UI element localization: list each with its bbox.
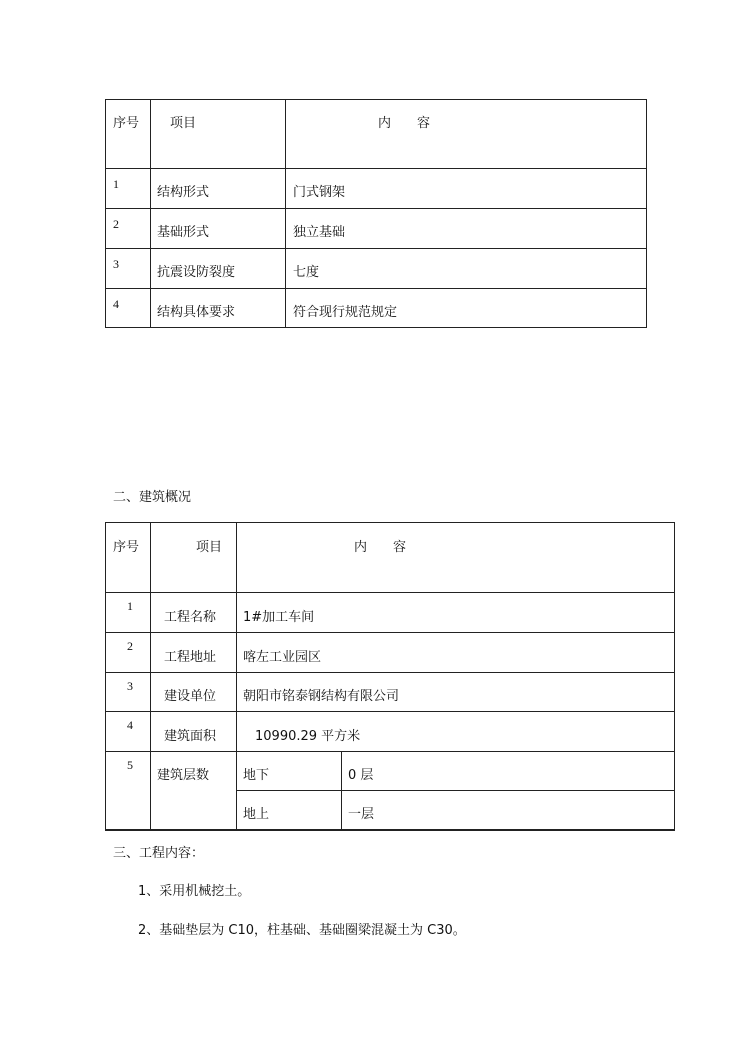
row-content: 独立基础 — [293, 225, 346, 240]
header-content-cell — [237, 523, 675, 593]
floors-below-value: 0 层 — [348, 768, 374, 783]
header-no-cell — [106, 523, 151, 593]
table-row-floors — [106, 752, 675, 791]
content-item: 2、基础垫层为 C10，柱基础、基础圈梁混凝土为 C30。 — [138, 923, 466, 938]
row-no: 5 — [127, 758, 133, 772]
row-item: 工程名称 — [164, 610, 217, 625]
structure-table — [105, 99, 647, 328]
row-content: 喀左工业园区 — [243, 650, 322, 665]
row-content: 1#加工车间 — [243, 610, 315, 625]
table-row — [106, 249, 647, 289]
table-row — [106, 593, 675, 633]
building-overview-table — [105, 522, 675, 831]
row-no: 2 — [127, 639, 133, 653]
row-item: 结构具体要求 — [157, 305, 236, 320]
section-heading-project-content: 三、工程内容： — [113, 846, 205, 861]
header-item-cell — [151, 523, 237, 593]
header-item: 项目 — [170, 116, 197, 131]
row-no: 2 — [113, 217, 119, 231]
row-content: 10990.29 平方米 — [255, 729, 361, 744]
row-item: 建设单位 — [164, 689, 217, 704]
content-item: 1、采用机械挖土。 — [138, 884, 251, 899]
row-content: 符合现行规范规定 — [293, 305, 398, 320]
header-no-cell — [106, 100, 151, 169]
row-item: 建筑面积 — [164, 729, 217, 744]
header-no: 序号 — [113, 540, 140, 555]
row-content: 门式钢架 — [293, 185, 346, 200]
section-heading-building-overview: 二、建筑概况 — [113, 490, 192, 505]
row-item: 结构形式 — [157, 185, 210, 200]
row-no: 1 — [113, 177, 119, 191]
table-row — [106, 209, 647, 249]
floors-below-label: 地下 — [243, 768, 270, 783]
header-item-cell — [151, 100, 286, 169]
row-no: 3 — [127, 679, 133, 693]
row-item: 基础形式 — [157, 225, 210, 240]
table-row — [106, 673, 675, 712]
header-item: 项目 — [196, 540, 223, 555]
header-content-cell — [286, 100, 647, 169]
row-content: 朝阳市铭泰钢结构有限公司 — [243, 689, 400, 704]
header-no: 序号 — [113, 116, 140, 131]
row-no: 1 — [127, 599, 133, 613]
row-no: 4 — [127, 718, 133, 732]
row-no: 4 — [113, 297, 119, 311]
floors-above-value: 一层 — [348, 807, 375, 822]
header-content: 内 容 — [354, 540, 407, 555]
table-row — [106, 169, 647, 209]
row-no: 3 — [113, 257, 119, 271]
row-content: 七度 — [293, 265, 320, 280]
row-item: 工程地址 — [164, 650, 217, 665]
row-item: 抗震设防裂度 — [157, 265, 236, 280]
table-row — [106, 633, 675, 673]
table-row — [106, 712, 675, 752]
floors-above-label: 地上 — [243, 807, 270, 822]
row-item: 建筑层数 — [157, 768, 210, 783]
header-content: 内 容 — [378, 116, 431, 131]
table-row — [106, 289, 647, 328]
